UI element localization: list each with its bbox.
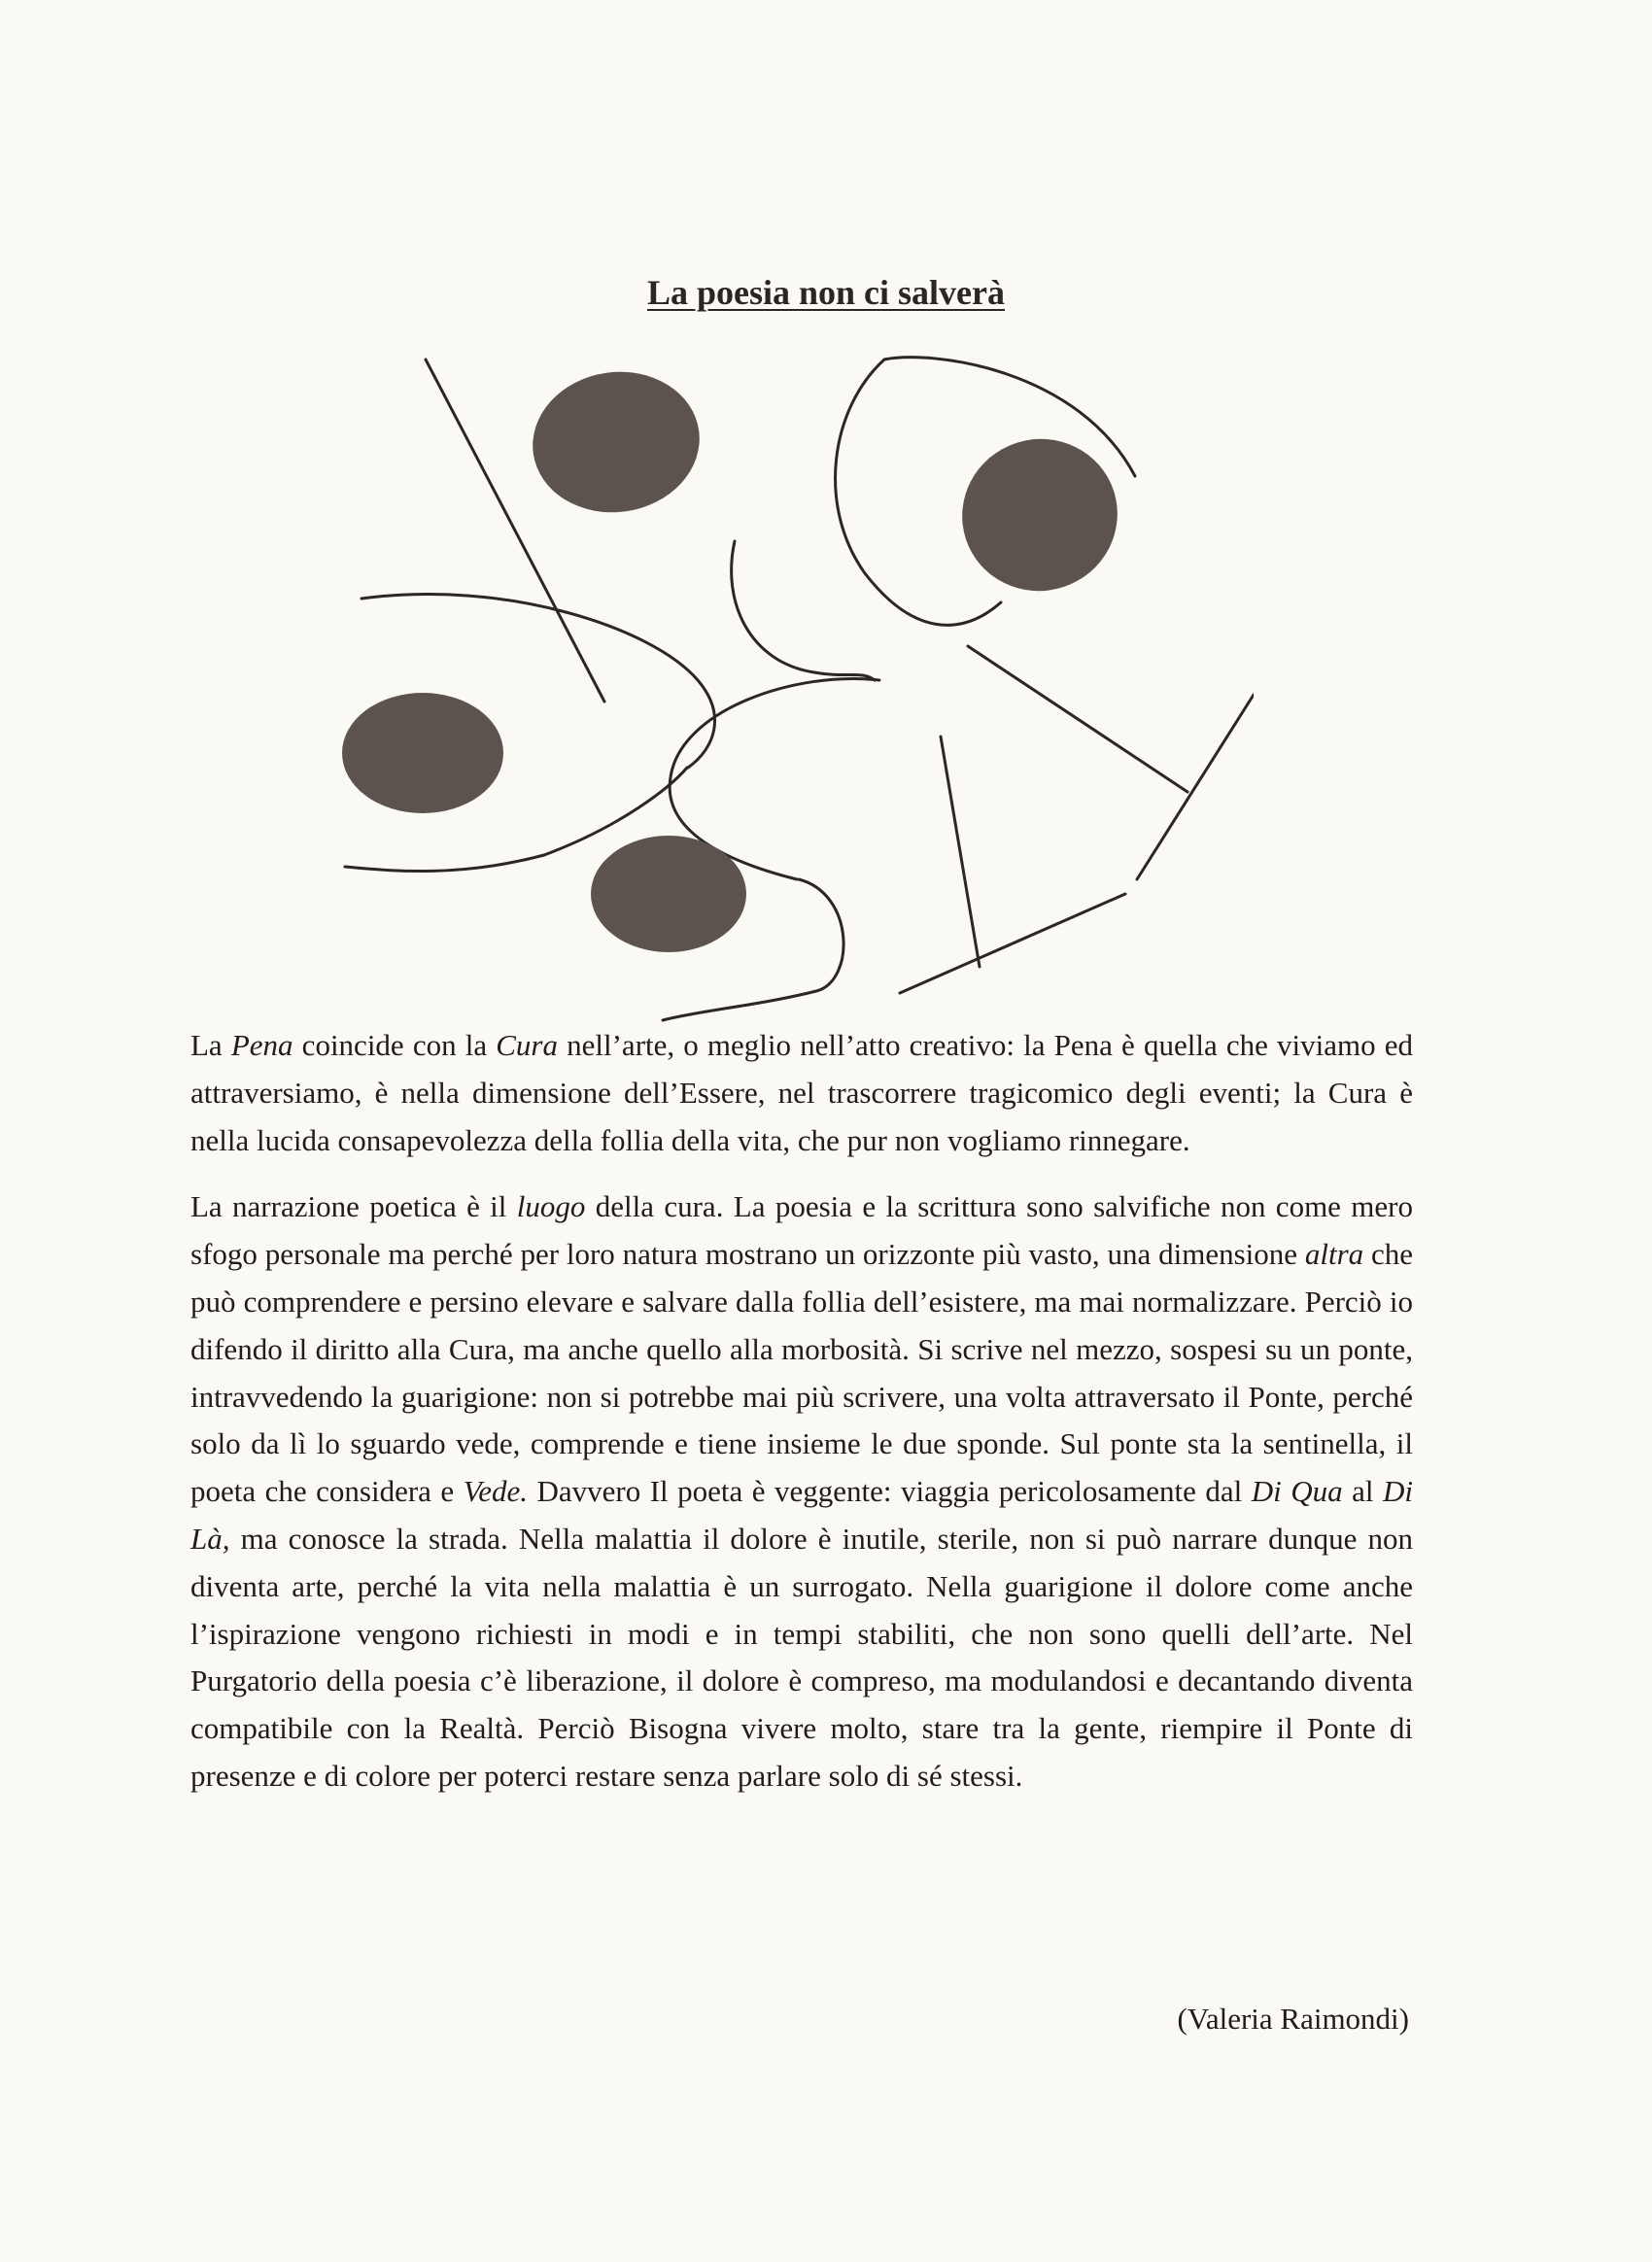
blob-right — [943, 419, 1137, 611]
paragraph-2-text-3: che può comprendere e persino elevare e salvare dalla follia dell’esistere, ma mai normalizzare. Perciò io difendo il diritto alla Cura, ma anche quello alla morbosità. Si scrive nel mezzo, sospesi su un ponte, intravvedendo la guarigione: non si potrebbe mai più scrivere, una volta attraversato il Ponte, perché solo da lì lo sguardo vede, comprende e tiene insieme le due sponde. Sul ponte sta la sentinella, il poeta che considera e — [190, 1237, 1413, 1509]
paragraph-1-italic-cura: Cura — [496, 1028, 558, 1062]
letter-a-cross — [900, 894, 1125, 993]
paragraph-2-italic-vede: Vede. — [463, 1474, 528, 1509]
calligram-illustration — [321, 350, 1254, 1030]
paragraph-1-text-2: coincide con la — [293, 1028, 497, 1062]
paragraph-2-text-4: Davvero Il poeta è veggente: viaggia pericolosamente dal — [527, 1474, 1252, 1509]
paragraph-2 — [190, 1183, 1413, 1799]
paragraph-1 — [190, 1022, 1413, 1164]
paragraph-2-italic-di-la: Di Là, — [190, 1474, 1414, 1556]
author-signature: (Valeria Raimondi) — [1177, 2002, 1409, 2036]
paragraph-2-italic-altra: altra — [1304, 1237, 1364, 1272]
letter-a-left — [968, 646, 1187, 792]
paragraph-2-text-6: ma conosce la strada. Nella malattia il dolore è inutile, sterile, non si può narrare dunque non diventa arte, perché la vita nella malattia è un surrogato. Nella guarigione il dolore come anche l’ispirazione vengono richiesti in modi e in tempi stabiliti, che non sono quelli dell’arte. Nel Purgatorio della poesia c’è liberazione, il dolore è compreso, ma modulandosi e decantando diventa compatibile con la Realtà. Perciò Bisogna vivere molto, stare tra la gente, riempire il Ponte di presenze e di colore per poterci restare senza parlare solo di sé stessi. — [190, 1521, 1413, 1793]
blob-bottom — [591, 836, 746, 952]
letter-i-stroke — [941, 737, 980, 967]
paragraph-2-text-1: La narrazione poetica è il — [190, 1189, 517, 1224]
paragraph-2-italic-di-qua: Di Qua — [1251, 1474, 1343, 1509]
paragraph-2-italic-luogo: luogo — [516, 1189, 586, 1224]
body-text — [190, 1022, 1413, 1800]
paragraph-1-text-3: nell’arte, o meglio nell’atto creativo: la Pena è quella che viviamo ed attraversiamo, è nella dimensione dell’Essere, nel trascorrere tragicomico degli eventi; la Cura è nella lucida consapevolezza della follia della vita, che pur non vogliamo rinnegare. — [190, 1028, 1413, 1157]
letter-e-curve — [732, 541, 875, 680]
paragraph-1-text-1: La — [190, 1028, 231, 1062]
paragraph-2-text-2: della cura. La poesia e la scrittura sono salvifiche non come mero sfogo personale ma perché per loro natura mostrano un orizzonte più vasto, una dimensione — [190, 1189, 1413, 1272]
paragraph-1-italic-pena: Pena — [230, 1028, 293, 1062]
blob-top — [524, 361, 708, 524]
paragraph-2-text-5: al — [1342, 1474, 1384, 1509]
letter-a-right — [1137, 695, 1254, 879]
blob-left — [342, 693, 503, 813]
page-title: La poesia non ci salverà — [646, 273, 1005, 312]
